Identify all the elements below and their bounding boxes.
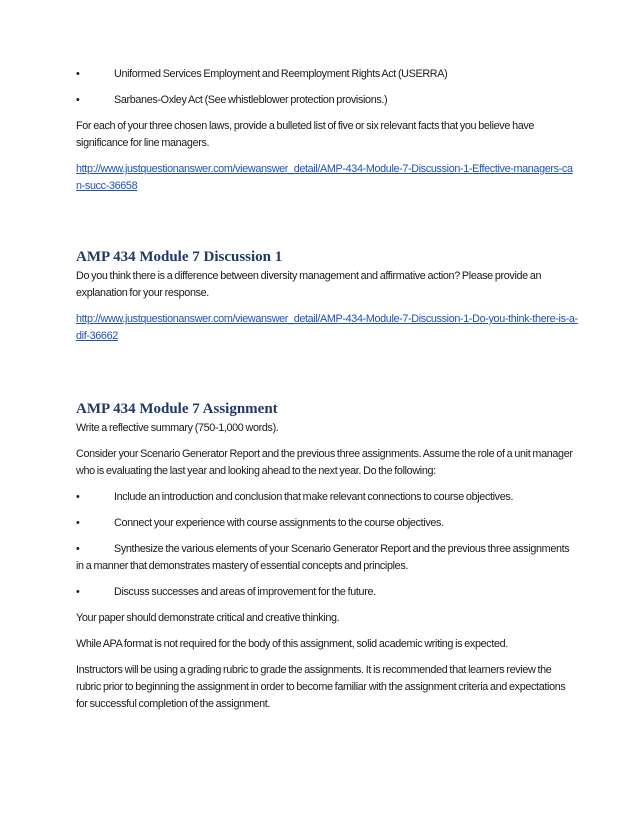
bullet-symbol: • xyxy=(76,543,80,555)
link-paragraph xyxy=(76,311,578,345)
critical-paragraph: Your paper should demonstrate critical and creative thinking. xyxy=(76,612,340,624)
apa-paragraph: While APA format is not required for the body of this assignment, solid academic writing is expected. xyxy=(76,638,508,650)
bullet-symbol: • xyxy=(76,517,80,529)
bullet-item xyxy=(76,584,578,601)
bullet-text: Connect your experience with course assignments to the course objectives. xyxy=(114,517,444,529)
consider-paragraph: Consider your Scenario Generator Report and the previous three assignments. Assume the role of a unit manager who is evaluating the last year and looking ahead to the next year. Do the following: xyxy=(76,448,573,477)
bullet-item xyxy=(76,489,578,506)
summary-paragraph: Write a reflective summary (750-1,000 words). xyxy=(76,422,279,434)
answer-link[interactable]: http://www.justquestionanswer.com/viewanswer_detail/AMP-434-Module-7-Discussion-1-Effective-managers-can-succ-36658 xyxy=(76,163,573,192)
bullet-text: Synthesize the various elements of your Scenario Generator Report and the previous three assignments in a manner that demonstrates mastery of essential concepts and principles. xyxy=(76,543,570,572)
rubric-paragraph: Instructors will be using a grading rubric to grade the assignments. It is recommended that learners review the rubric prior to beginning the assignment in order to become familiar with the assignment criteria and expectations for successful completion of the assignment. xyxy=(76,664,566,710)
bullet-text: Sarbanes-Oxley Act (See whistleblower protection provisions.) xyxy=(114,94,388,106)
bullet-item xyxy=(76,92,578,109)
question-paragraph: Do you think there is a difference between diversity management and affirmative action? Please provide an explanation for your response. xyxy=(76,270,542,299)
bullet-symbol: • xyxy=(76,68,80,80)
bullet-item xyxy=(76,541,578,575)
bullet-symbol: • xyxy=(76,586,80,598)
bullet-text: Uniformed Services Employment and Reemployment Rights Act (USERRA) xyxy=(114,68,448,80)
instruction-paragraph: For each of your three chosen laws, provide a bulleted list of five or six relevant facts that you believe have significance for line managers. xyxy=(76,120,535,149)
section-heading: AMP 434 Module 7 Assignment xyxy=(76,401,278,417)
bullet-text: Discuss successes and areas of improvement for the future. xyxy=(114,586,376,598)
answer-link[interactable]: http://www.justquestionanswer.com/viewanswer_detail/AMP-434-Module-7-Discussion-1-Do-you-think-there-is-a-dif-36662 xyxy=(76,313,578,342)
bullet-text: Include an introduction and conclusion that make relevant connections to course objectives. xyxy=(114,491,514,503)
section-heading: AMP 434 Module 7 Discussion 1 xyxy=(76,249,283,265)
link-paragraph xyxy=(76,161,578,195)
bullet-symbol: • xyxy=(76,94,80,106)
bullet-symbol: • xyxy=(76,491,80,503)
bullet-item xyxy=(76,66,578,83)
bullet-item xyxy=(76,515,578,532)
